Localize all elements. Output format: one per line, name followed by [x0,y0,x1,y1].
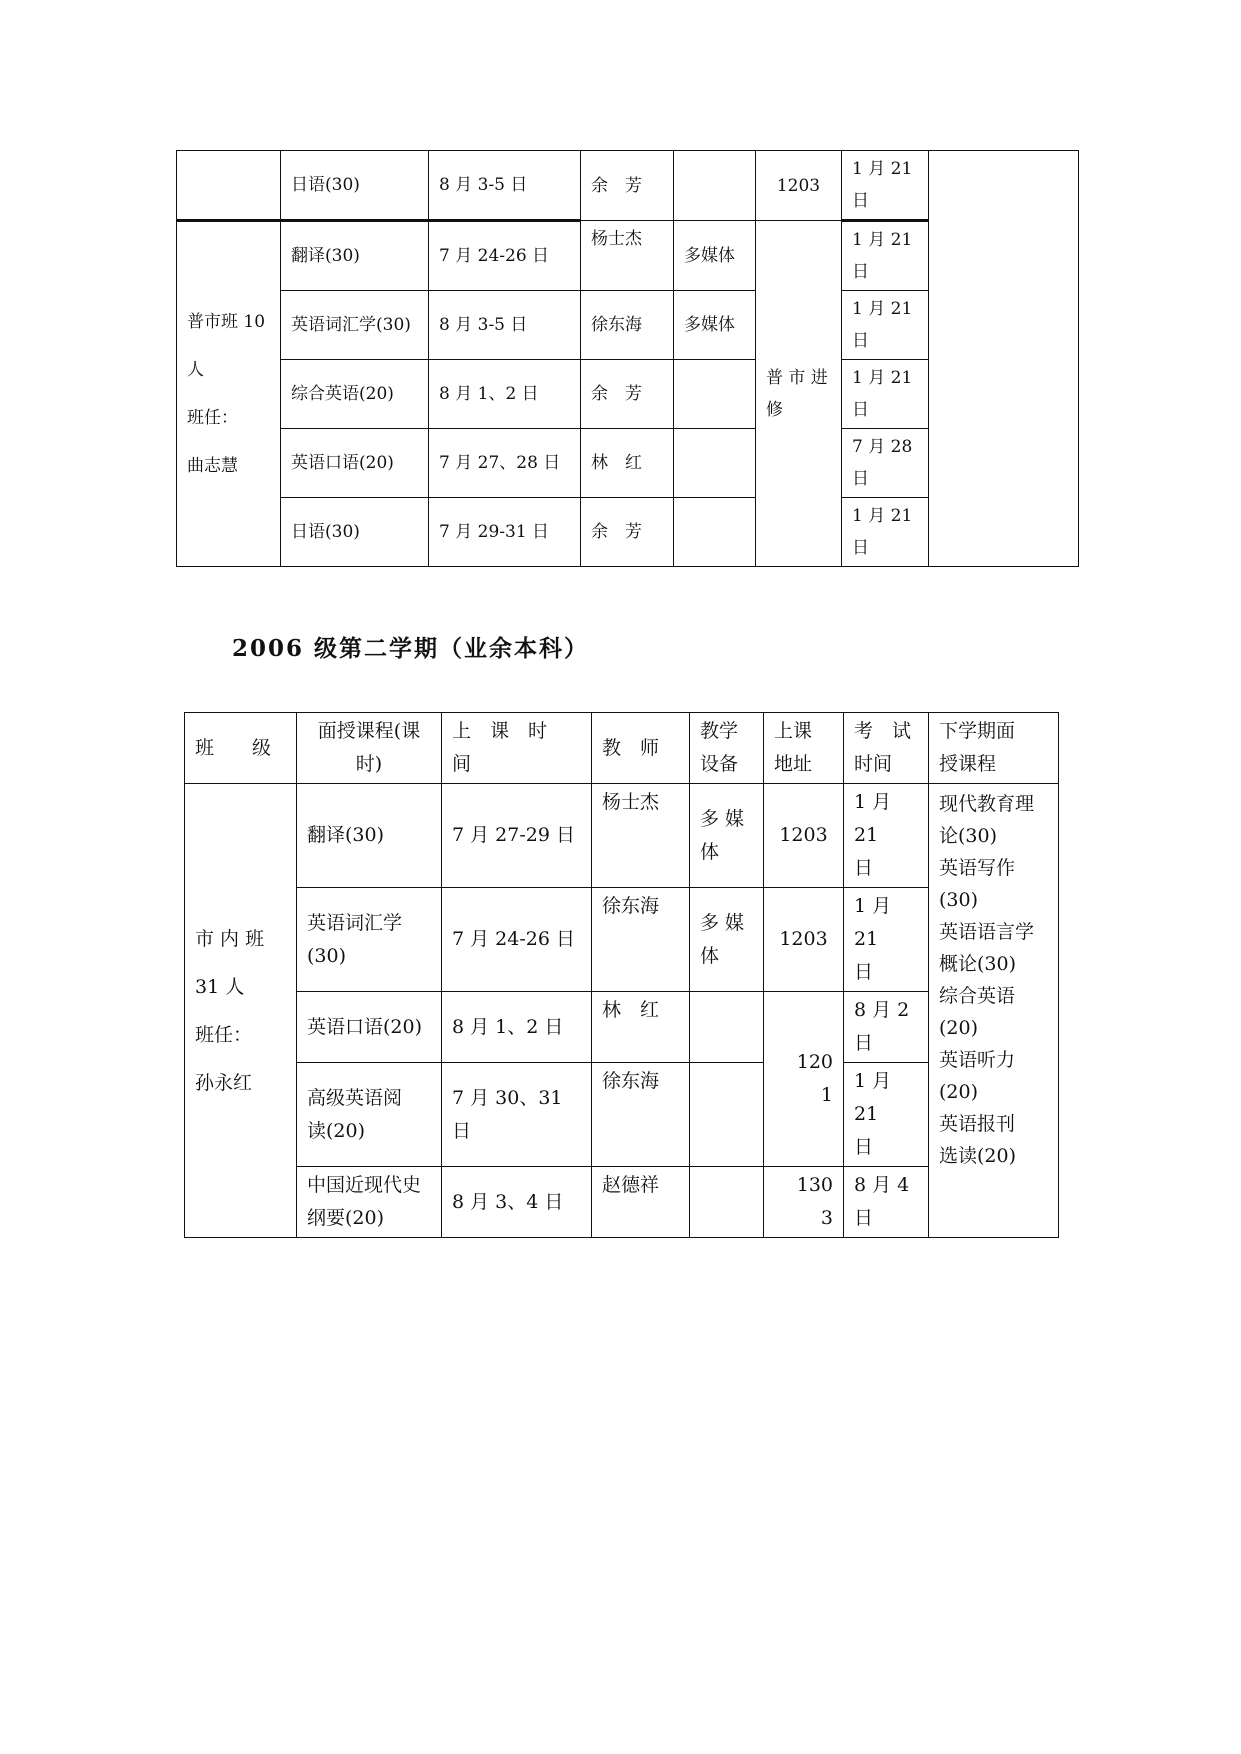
time-cell: 7 月 27、28 日 [429,429,581,498]
equipment-cell [674,360,756,429]
teacher-cell: 余 芳 [581,498,674,567]
time-cell: 8 月 3、4 日 [442,1167,592,1238]
exam-cell: 1 月 21 日 [844,1063,929,1167]
equipment-cell [690,1063,764,1167]
header-location: 上课 地址 [764,713,844,784]
course-cell: 英语词汇学(30) [281,291,429,360]
course-cell: 英语词汇学 (30) [297,888,442,992]
course-cell: 日语(30) [281,498,429,567]
table-row [185,784,1059,888]
teacher-cell: 徐东海 [592,1063,690,1167]
equipment-cell: 多 媒 体 [690,888,764,992]
course-cell: 中国近现代史 纲要(20) [297,1167,442,1238]
time-cell: 7 月 27-29 日 [442,784,592,888]
equipment-cell [674,498,756,567]
schedule-table-continued [176,150,1079,567]
header-class: 班 级 [185,713,297,784]
header-equipment: 教学 设备 [690,713,764,784]
location-cell: 1203 [764,888,844,992]
exam-cell: 1 月 21 日 [842,360,929,429]
blank-cell [929,151,1079,567]
teacher-cell: 赵德祥 [592,1167,690,1238]
teacher-cell: 余 芳 [581,360,674,429]
next-courses-cell: 现代教育理 论(30) 英语写作(30) 英语语言学 概论(30) 综合英语 (20) 英语听力 (20) 英语报刊 选读(20) [929,784,1059,1238]
exam-cell: 1 月 21 日 [842,221,929,291]
time-cell: 7 月 24-26 日 [429,221,581,291]
header-course: 面授课程(课 时) [297,713,442,784]
table-row [185,992,1059,1063]
class-cell [177,151,281,221]
teacher-cell: 余 芳 [581,151,674,221]
class-info-cell: 普市班 10 人 班任： 曲志慧 [177,221,281,567]
table-row [177,151,1079,221]
time-cell: 8 月 1、2 日 [442,992,592,1063]
section-title: 2006 级第二学期（业余本科） [232,635,590,662]
exam-cell: 7 月 28 日 [842,429,929,498]
time-cell: 7 月 30、31 日 [442,1063,592,1167]
equipment-cell [690,992,764,1063]
course-cell: 日语(30) [281,151,429,221]
location-cell: 普 市 进 修 [756,221,842,567]
time-cell: 8 月 3-5 日 [429,151,581,221]
location-cell: 1203 [764,784,844,888]
table-row [185,1063,1059,1167]
equipment-cell: 多媒体 [674,221,756,291]
header-time: 上 课 时 间 [442,713,592,784]
table-row [185,888,1059,992]
class-info-cell: 市 内 班 31 人 班任： 孙永红 [185,784,297,1238]
teacher-cell: 杨士杰 [592,784,690,888]
teacher-cell: 林 红 [581,429,674,498]
exam-cell: 1 月 21 日 [844,888,929,992]
time-cell: 7 月 24-26 日 [442,888,592,992]
location-cell: 120 1 [764,992,844,1167]
table-row [185,1167,1059,1238]
course-cell: 翻译(30) [281,221,429,291]
time-cell: 8 月 1、2 日 [429,360,581,429]
course-cell: 综合英语(20) [281,360,429,429]
equipment-cell: 多媒体 [674,291,756,360]
location-cell: 130 3 [764,1167,844,1238]
teacher-cell: 杨士杰 [581,221,674,291]
exam-cell: 1 月 21 日 [842,291,929,360]
time-cell: 8 月 3-5 日 [429,291,581,360]
exam-cell: 8 月 2 日 [844,992,929,1063]
course-cell: 英语口语(20) [297,992,442,1063]
teacher-cell: 徐东海 [581,291,674,360]
exam-cell: 1 月 21 日 [844,784,929,888]
teacher-cell: 徐东海 [592,888,690,992]
equipment-cell [674,429,756,498]
schedule-table [184,712,1059,1238]
header-next-courses: 下学期面 授课程 [929,713,1059,784]
teacher-cell: 林 红 [592,992,690,1063]
header-teacher: 教 师 [592,713,690,784]
header-exam: 考 试 时间 [844,713,929,784]
header-row [185,713,1059,784]
equipment-cell: 多 媒 体 [690,784,764,888]
exam-cell: 1 月 21 日 [842,498,929,567]
course-cell: 高级英语阅 读(20) [297,1063,442,1167]
equipment-cell [690,1167,764,1238]
location-cell: 1203 [756,151,842,221]
exam-cell: 1 月 21 日 [842,151,929,221]
course-cell: 翻译(30) [297,784,442,888]
exam-cell: 8 月 4 日 [844,1167,929,1238]
equipment-cell [674,151,756,221]
time-cell: 7 月 29-31 日 [429,498,581,567]
course-cell: 英语口语(20) [281,429,429,498]
